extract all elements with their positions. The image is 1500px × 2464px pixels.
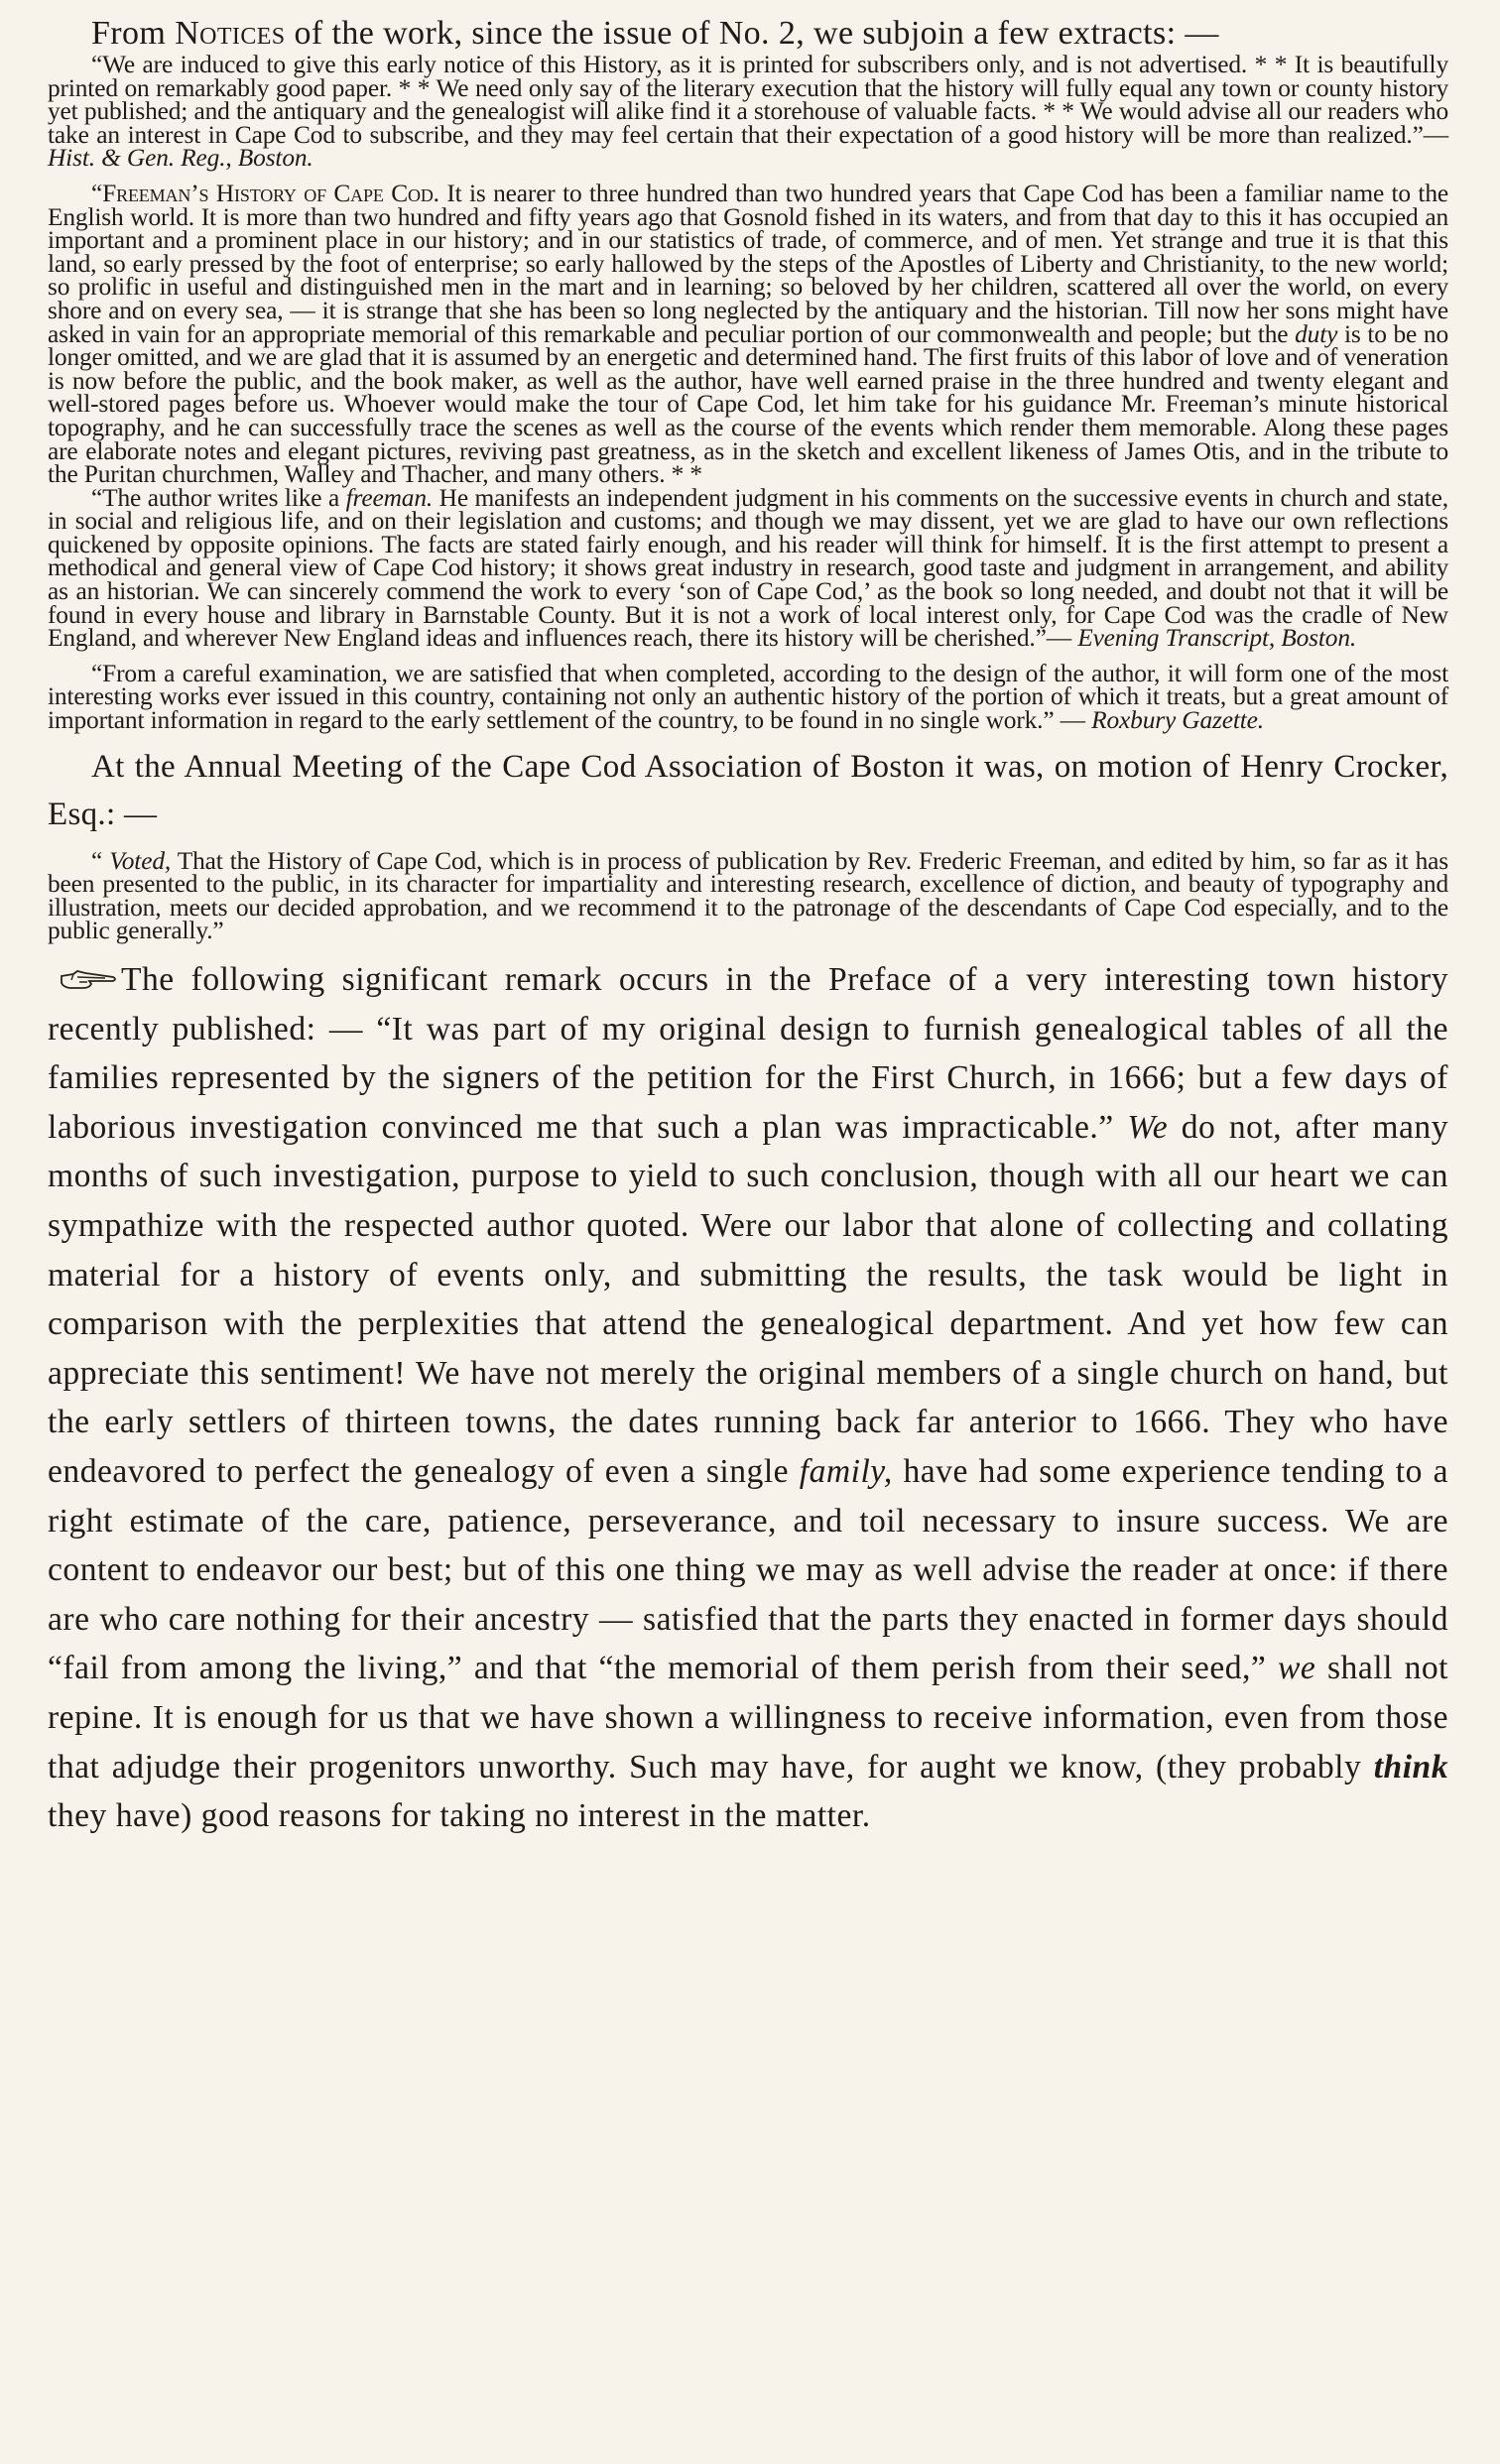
vote-label: Voted,: [109, 846, 172, 875]
extract-text: It is nearer to three hundred than two hundred years that Cape Cod has been a familiar name to the English world. It is more than two hundred and fifty years ago that Gosnold fished in its waters, and from that day to this it has occupied an important and a prominent place in our history; and in our statistics of trade, of commerce, and of men. Yet strange and true it is that this land, so early pressed by the foot of enterprise; so early hallowed by the steps of the Apostles of Liberty and Christianity, to the new world; so prolific in useful and distinguished men in the mart and in learning; so beloved by her children, scattered all over the world, on every shore and on every sea, — it is strange that she has been so long neglected by the antiquary and the historian. Till now her sons might have asked in vain for an appropriate memorial of this remarkable and peculiar portion of our commonwealth and people; but the: [48, 179, 1448, 348]
extract-text: He manifests an independent judgment in his comments on the successive events in church and state, in social and religious life, and on their legislation and customs; and though we may dissent, yet we are glad to have our own reflections quickened by opposite opinions. The facts are stated fairly enough, and his reader will think for himself. It is the first attempt to present a methodical and general view of Cape Cod history; it shows great industry in research, good taste and judgment in arrangement, and ability as an historian. We can sincerely commend the work to every ‘son of Cape Cod,’ as the book so long needed, and doubt not that it will be found in every house and library in Barnstable County. But it is not a work of local interest only, for Cape Cod was the cradle of New England, and wherever New England ideas and influences reach, there its history will be cherished.”—: [48, 483, 1448, 653]
extract-source: Roxbury Gazette.: [1091, 706, 1264, 735]
extract-text: “We are induced to give this early notice of this History, as it is printed for subscribers only, and is not advertised. * * It is beautifully printed on remarkably good paper. * * We need only say of the literary execution that the history will fully equal any town or county history yet published; and the antiquary and the genealogist will alike find it a storehouse of valuable facts. * * We would advise all our readers who take an interest in Cape Cod to subscribe, and they may feel certain that their expectation of a good history will be more than realized.”—: [48, 51, 1448, 149]
extract-roxbury-gazette: [48, 659, 1448, 735]
meeting-vote: [48, 846, 1449, 945]
remark-text: shall not repine. It is enough for us that we have shown a willingness to receive information, even from those that adjudge their progenitors unworthy. Such may have, for aught we know, (they probably: [48, 1650, 1448, 1786]
extract-text: “From a careful examination, we are satisfied that when completed, according to the design of the author, it will form one of the most interesting works ever issued in this country, containing not only an authentic history of the portion of which it treats, but a great amount of important information in regard to the early settlement of the country, to be found in no single work.” —: [48, 659, 1448, 735]
annual-meeting-intro: At the Annual Meeting of the Cape Cod Association of Boston it was, on motion of Henry Crocker, Esq.: —: [48, 748, 1448, 832]
extract-hist-gen-reg: [48, 51, 1448, 173]
emphasis-freeman: freeman.: [345, 483, 434, 512]
emphasis-think: think: [1373, 1748, 1448, 1786]
emphasis-family: family,: [799, 1452, 893, 1490]
extract-evening-transcript-continued: [48, 483, 1448, 653]
emphasis-we-lower: we: [1278, 1650, 1316, 1687]
remark-text: do not, after many months of such investigation, purpose to yield to such conclusion, though with all our heart we can sympathize with the respected author quoted. Were our labor that alone of collecting and collating material for a history of events only, and submitting the results, the task would be light in comparison with the perplexities that attend the genealogical department. And yet how few can appreciate this sentiment! We have not merely the original members of a single church on hand, but the early settlers of thirteen towns, the dates running back far anterior to 1666. They who have endeavored to perfect the genealogy of even a single: [48, 1108, 1448, 1490]
vote-text: That the History of Cape Cod, which is in process of publication by Rev. Frederic Freeman, and edited by him, so far as it has been presented to the public, in its character for impartiality and interesting research, excellence of diction, and beauty of typography and illustration, meets our decided approbation, and we recommend it to the patronage of the descendants of Cape Cod especially, and to the public generally.”: [48, 846, 1449, 945]
extract-text: “The author writes like a: [91, 483, 346, 512]
emphasis-we: We: [1127, 1108, 1169, 1146]
extract-evening-transcript: [48, 179, 1448, 489]
vote-open-quote: “: [91, 846, 110, 875]
extract-text: is to be no longer omitted, and we are glad that it is assumed by an energetic and determined hand. The first fruits of this labor of love and of veneration is now before the public, and the book maker, as well as the author, have well earned praise in the three hundred and twenty elegant and well-stored pages before us. Whoever would make the tour of Cape Cod, let him take for his guidance Mr. Freeman’s minute historical topography, and he can successfully trace the scenes as well as the course of the events which render them memorable. Along these pages are elaborate notes and elegant pictures, reviving past greatness, as in the sketch and excellent likeness of James Otis, and in the tribute to the Puritan churchmen, Walley and Thacher, and many others. * *: [48, 319, 1448, 489]
extract-title: “Freeman’s History of Cape Cod.: [91, 179, 439, 207]
remark-text: The following significant remark occurs in the Preface of a very interesting town history recently published: — “It was part of my original design to furnish genealogical tables of all the families represented by the signers of the petition for the First Church, in 1666; but a few days of laborious investigation convinced me that such a plan was impracticable.”: [48, 961, 1448, 1146]
emphasis-duty: duty: [1295, 319, 1338, 348]
remark-paragraph: [48, 955, 1448, 1841]
heading-rest: of the work, since the issue of No. 2, we subjoin a few extracts: —: [285, 15, 1219, 52]
pointing-hand-icon: [60, 968, 117, 992]
remark-text: they have) good reasons for taking no interest in the matter.: [48, 1797, 871, 1835]
extract-source: Evening Transcript, Boston.: [1077, 624, 1357, 653]
notices-heading: [48, 14, 1448, 54]
heading-lead: From: [91, 15, 176, 52]
document-page: [48, 14, 1448, 1841]
extract-source: Hist. & Gen. Reg., Boston.: [48, 144, 313, 173]
remark-text: have had some experience tending to a right estimate of the care, patience, perseverance, and toil necessary to insure success. We are content to endeavor our best; but of this one thing we may as well advise the reader at once: if there are who care nothing for their ancestry — satisfied that the parts they enacted in former days should “fail from among the living,” and that “the memorial of them perish from their seed,”: [48, 1452, 1448, 1687]
heading-notices-word: Notices: [175, 15, 286, 52]
